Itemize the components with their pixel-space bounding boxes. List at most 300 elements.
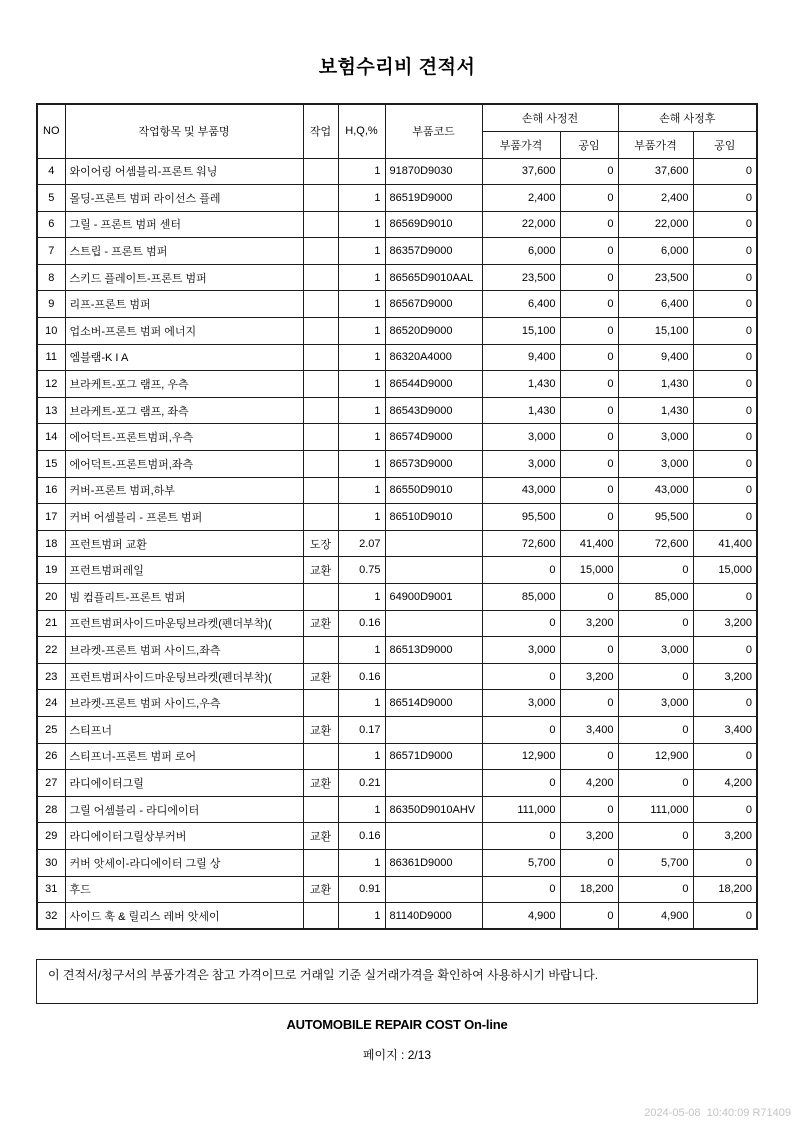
row-part-code: 86350D9010AHV bbox=[385, 796, 482, 823]
row-labor-after: 0 bbox=[693, 903, 757, 930]
row-labor-before: 0 bbox=[560, 903, 618, 930]
row-hq: 1 bbox=[338, 185, 385, 212]
row-part-code: 86565D9010AAL bbox=[385, 264, 482, 291]
brand-line: AUTOMOBILE REPAIR COST On-line bbox=[286, 1017, 508, 1032]
row-hq: 1 bbox=[338, 451, 385, 478]
row-price-before: 6,400 bbox=[482, 291, 560, 318]
row-item-name: 업소버-프론트 범퍼 에너지 bbox=[65, 318, 303, 345]
row-work-type bbox=[303, 185, 338, 212]
table-row bbox=[37, 397, 757, 424]
row-labor-before: 0 bbox=[560, 185, 618, 212]
row-item-name: 프런트범퍼 교환 bbox=[65, 530, 303, 557]
row-price-after: 111,000 bbox=[618, 796, 693, 823]
row-price-before: 0 bbox=[482, 876, 560, 903]
row-item-name: 브라켓-프론트 범퍼 사이드,좌측 bbox=[65, 637, 303, 664]
row-price-after: 72,600 bbox=[618, 530, 693, 557]
table-row bbox=[37, 344, 757, 371]
row-part-code bbox=[385, 557, 482, 584]
row-labor-after: 41,400 bbox=[693, 530, 757, 557]
row-labor-after: 15,000 bbox=[693, 557, 757, 584]
print-timestamp: 2024-05-08 10:40:09 R71409 bbox=[644, 1107, 791, 1119]
header-before-assessment: 손해 사정전 bbox=[482, 104, 618, 131]
row-hq: 0.16 bbox=[338, 823, 385, 850]
row-price-before: 3,000 bbox=[482, 690, 560, 717]
row-part-code: 86574D9000 bbox=[385, 424, 482, 451]
table-row bbox=[37, 584, 757, 611]
row-part-code: 86320A4000 bbox=[385, 344, 482, 371]
row-labor-after: 0 bbox=[693, 158, 757, 185]
row-price-before: 0 bbox=[482, 557, 560, 584]
row-labor-after: 0 bbox=[693, 291, 757, 318]
table-row bbox=[37, 318, 757, 345]
row-hq: 1 bbox=[338, 371, 385, 398]
row-price-before: 12,900 bbox=[482, 743, 560, 770]
row-price-before: 0 bbox=[482, 770, 560, 797]
header-no: NO bbox=[37, 104, 65, 158]
row-part-code: 86550D9010 bbox=[385, 477, 482, 504]
header-hq: H,Q,% bbox=[338, 104, 385, 158]
row-hq: 0.75 bbox=[338, 557, 385, 584]
row-work-type bbox=[303, 158, 338, 185]
row-labor-before: 0 bbox=[560, 371, 618, 398]
row-price-before: 9,400 bbox=[482, 344, 560, 371]
row-price-after: 3,000 bbox=[618, 637, 693, 664]
row-price-after: 3,000 bbox=[618, 690, 693, 717]
row-labor-before: 0 bbox=[560, 318, 618, 345]
header-after-assessment: 손해 사정후 bbox=[618, 104, 757, 131]
row-part-code: 86544D9000 bbox=[385, 371, 482, 398]
row-hq: 1 bbox=[338, 903, 385, 930]
row-work-type bbox=[303, 477, 338, 504]
row-part-code: 81140D9000 bbox=[385, 903, 482, 930]
table-row bbox=[37, 716, 757, 743]
row-price-after: 95,500 bbox=[618, 504, 693, 531]
row-price-after: 3,000 bbox=[618, 424, 693, 451]
row-no: 31 bbox=[37, 876, 65, 903]
row-hq: 0.16 bbox=[338, 663, 385, 690]
row-part-code: 86357D9000 bbox=[385, 238, 482, 265]
row-item-name: 프런트범퍼레일 bbox=[65, 557, 303, 584]
row-price-after: 0 bbox=[618, 770, 693, 797]
estimate-table bbox=[36, 103, 758, 930]
row-labor-before: 0 bbox=[560, 211, 618, 238]
row-labor-after: 0 bbox=[693, 397, 757, 424]
table-row bbox=[37, 185, 757, 212]
row-hq: 1 bbox=[338, 318, 385, 345]
row-no: 29 bbox=[37, 823, 65, 850]
row-labor-after: 0 bbox=[693, 371, 757, 398]
row-hq: 0.16 bbox=[338, 610, 385, 637]
table-row bbox=[37, 770, 757, 797]
row-item-name: 프런트범퍼사이드마운팅브라켓(펜더부착)( bbox=[65, 610, 303, 637]
page-number: 페이지 : 2/13 bbox=[362, 1048, 432, 1062]
row-labor-before: 0 bbox=[560, 477, 618, 504]
table-body bbox=[37, 158, 757, 929]
row-labor-after: 0 bbox=[693, 264, 757, 291]
row-price-before: 2,400 bbox=[482, 185, 560, 212]
row-price-after: 6,400 bbox=[618, 291, 693, 318]
row-price-after: 0 bbox=[618, 610, 693, 637]
row-labor-after: 0 bbox=[693, 344, 757, 371]
row-labor-after: 0 bbox=[693, 637, 757, 664]
row-labor-before: 0 bbox=[560, 264, 618, 291]
row-item-name: 브라켓-프론트 범퍼 사이드,우측 bbox=[65, 690, 303, 717]
row-labor-before: 0 bbox=[560, 238, 618, 265]
row-labor-after: 0 bbox=[693, 796, 757, 823]
row-work-type: 교환 bbox=[303, 770, 338, 797]
row-labor-before: 0 bbox=[560, 344, 618, 371]
row-item-name: 라디에이터그릴 bbox=[65, 770, 303, 797]
row-no: 26 bbox=[37, 743, 65, 770]
row-item-name: 브라케트-포그 램프, 우측 bbox=[65, 371, 303, 398]
row-labor-before: 0 bbox=[560, 849, 618, 876]
row-price-before: 111,000 bbox=[482, 796, 560, 823]
row-work-type bbox=[303, 264, 338, 291]
row-labor-after: 0 bbox=[693, 211, 757, 238]
row-labor-before: 0 bbox=[560, 397, 618, 424]
row-price-after: 1,430 bbox=[618, 371, 693, 398]
row-no: 15 bbox=[37, 451, 65, 478]
table-row bbox=[37, 238, 757, 265]
row-hq: 1 bbox=[338, 477, 385, 504]
row-price-before: 72,600 bbox=[482, 530, 560, 557]
row-part-code: 86514D9000 bbox=[385, 690, 482, 717]
row-labor-before: 0 bbox=[560, 637, 618, 664]
table-header bbox=[37, 104, 757, 158]
row-work-type: 교환 bbox=[303, 663, 338, 690]
row-no: 27 bbox=[37, 770, 65, 797]
row-hq: 1 bbox=[338, 504, 385, 531]
row-item-name: 빔 컴플리트-프론트 범퍼 bbox=[65, 584, 303, 611]
row-hq: 1 bbox=[338, 238, 385, 265]
row-price-after: 0 bbox=[618, 663, 693, 690]
row-labor-after: 0 bbox=[693, 424, 757, 451]
row-item-name: 와이어링 어셈블리-프론트 워닝 bbox=[65, 158, 303, 185]
row-labor-before: 3,200 bbox=[560, 663, 618, 690]
table-row bbox=[37, 690, 757, 717]
row-price-after: 1,430 bbox=[618, 397, 693, 424]
row-work-type bbox=[303, 238, 338, 265]
table-row bbox=[37, 637, 757, 664]
row-labor-after: 0 bbox=[693, 477, 757, 504]
row-hq: 1 bbox=[338, 743, 385, 770]
row-price-before: 0 bbox=[482, 716, 560, 743]
row-part-code: 86361D9000 bbox=[385, 849, 482, 876]
row-labor-before: 15,000 bbox=[560, 557, 618, 584]
row-item-name: 몰딩-프론트 범퍼 라이선스 플레 bbox=[65, 185, 303, 212]
row-hq: 1 bbox=[338, 796, 385, 823]
row-price-before: 15,100 bbox=[482, 318, 560, 345]
header-labor-before: 공임 bbox=[560, 131, 618, 158]
row-price-before: 3,000 bbox=[482, 637, 560, 664]
row-hq: 0.91 bbox=[338, 876, 385, 903]
row-no: 17 bbox=[37, 504, 65, 531]
row-work-type bbox=[303, 637, 338, 664]
row-labor-after: 0 bbox=[693, 504, 757, 531]
row-work-type bbox=[303, 584, 338, 611]
row-part-code: 86543D9000 bbox=[385, 397, 482, 424]
row-hq: 1 bbox=[338, 637, 385, 664]
row-price-before: 23,500 bbox=[482, 264, 560, 291]
row-part-code: 86567D9000 bbox=[385, 291, 482, 318]
row-price-before: 43,000 bbox=[482, 477, 560, 504]
table-row bbox=[37, 557, 757, 584]
row-price-before: 1,430 bbox=[482, 397, 560, 424]
table-row bbox=[37, 903, 757, 930]
row-labor-before: 0 bbox=[560, 584, 618, 611]
row-labor-after: 0 bbox=[693, 451, 757, 478]
row-labor-before: 4,200 bbox=[560, 770, 618, 797]
row-labor-after: 3,200 bbox=[693, 823, 757, 850]
row-price-after: 3,000 bbox=[618, 451, 693, 478]
row-item-name: 스티프너 bbox=[65, 716, 303, 743]
row-work-type bbox=[303, 743, 338, 770]
row-price-after: 22,000 bbox=[618, 211, 693, 238]
row-price-before: 6,000 bbox=[482, 238, 560, 265]
row-hq: 1 bbox=[338, 397, 385, 424]
row-price-before: 5,700 bbox=[482, 849, 560, 876]
row-hq: 1 bbox=[338, 211, 385, 238]
row-no: 12 bbox=[37, 371, 65, 398]
row-price-before: 3,000 bbox=[482, 424, 560, 451]
row-no: 6 bbox=[37, 211, 65, 238]
row-price-after: 6,000 bbox=[618, 238, 693, 265]
row-price-after: 15,100 bbox=[618, 318, 693, 345]
row-no: 10 bbox=[37, 318, 65, 345]
row-hq: 1 bbox=[338, 264, 385, 291]
row-no: 23 bbox=[37, 663, 65, 690]
row-item-name: 에어덕트-프론트범퍼,좌측 bbox=[65, 451, 303, 478]
row-work-type bbox=[303, 849, 338, 876]
row-work-type: 도장 bbox=[303, 530, 338, 557]
row-item-name: 브라케트-포그 램프, 좌측 bbox=[65, 397, 303, 424]
row-item-name: 그릴 어셈블리 - 라디에이터 bbox=[65, 796, 303, 823]
row-part-code: 86573D9000 bbox=[385, 451, 482, 478]
row-part-code: 86513D9000 bbox=[385, 637, 482, 664]
row-labor-before: 0 bbox=[560, 291, 618, 318]
row-hq: 1 bbox=[338, 158, 385, 185]
row-item-name: 스트립 - 프론트 범퍼 bbox=[65, 238, 303, 265]
row-price-before: 4,900 bbox=[482, 903, 560, 930]
row-part-code: 86520D9000 bbox=[385, 318, 482, 345]
table-row bbox=[37, 849, 757, 876]
row-price-after: 43,000 bbox=[618, 477, 693, 504]
row-no: 16 bbox=[37, 477, 65, 504]
table-row bbox=[37, 451, 757, 478]
document-title: 보험수리비 견적서 bbox=[318, 57, 476, 78]
row-part-code bbox=[385, 663, 482, 690]
row-labor-before: 3,200 bbox=[560, 823, 618, 850]
row-work-type bbox=[303, 211, 338, 238]
row-item-name: 커버 어셈블리 - 프론트 범퍼 bbox=[65, 504, 303, 531]
row-labor-before: 0 bbox=[560, 158, 618, 185]
row-item-name: 그릴 - 프론트 범퍼 센터 bbox=[65, 211, 303, 238]
row-price-after: 2,400 bbox=[618, 185, 693, 212]
table-row bbox=[37, 477, 757, 504]
row-hq: 1 bbox=[338, 584, 385, 611]
row-item-name: 스티프너-프론트 범퍼 로어 bbox=[65, 743, 303, 770]
table-row bbox=[37, 424, 757, 451]
row-no: 4 bbox=[37, 158, 65, 185]
row-part-code bbox=[385, 876, 482, 903]
header-part-price-after: 부품가격 bbox=[618, 131, 693, 158]
row-labor-after: 3,200 bbox=[693, 663, 757, 690]
row-labor-after: 0 bbox=[693, 318, 757, 345]
table-row bbox=[37, 530, 757, 557]
row-price-after: 0 bbox=[618, 876, 693, 903]
row-no: 28 bbox=[37, 796, 65, 823]
row-labor-before: 41,400 bbox=[560, 530, 618, 557]
row-labor-after: 0 bbox=[693, 743, 757, 770]
row-price-after: 85,000 bbox=[618, 584, 693, 611]
row-no: 24 bbox=[37, 690, 65, 717]
row-part-code: 91870D9030 bbox=[385, 158, 482, 185]
row-item-name: 리프-프론트 범퍼 bbox=[65, 291, 303, 318]
row-item-name: 후드 bbox=[65, 876, 303, 903]
row-no: 32 bbox=[37, 903, 65, 930]
row-labor-after: 3,400 bbox=[693, 716, 757, 743]
row-hq: 0.17 bbox=[338, 716, 385, 743]
row-no: 14 bbox=[37, 424, 65, 451]
row-work-type bbox=[303, 903, 338, 930]
row-hq: 0.21 bbox=[338, 770, 385, 797]
row-no: 11 bbox=[37, 344, 65, 371]
row-item-name: 라디에이터그릴상부커버 bbox=[65, 823, 303, 850]
row-labor-before: 0 bbox=[560, 504, 618, 531]
row-item-name: 엠블램-K I A bbox=[65, 344, 303, 371]
row-labor-before: 3,400 bbox=[560, 716, 618, 743]
row-work-type bbox=[303, 796, 338, 823]
row-labor-after: 3,200 bbox=[693, 610, 757, 637]
row-part-code bbox=[385, 530, 482, 557]
row-work-type bbox=[303, 504, 338, 531]
row-price-before: 22,000 bbox=[482, 211, 560, 238]
row-labor-before: 0 bbox=[560, 424, 618, 451]
row-item-name: 프런트범퍼사이드마운팅브라켓(펜더부착)( bbox=[65, 663, 303, 690]
row-labor-after: 0 bbox=[693, 849, 757, 876]
row-labor-before: 0 bbox=[560, 690, 618, 717]
row-work-type: 교환 bbox=[303, 610, 338, 637]
row-part-code bbox=[385, 823, 482, 850]
header-item-name: 작업항목 및 부품명 bbox=[65, 104, 303, 158]
row-price-after: 12,900 bbox=[618, 743, 693, 770]
row-work-type bbox=[303, 690, 338, 717]
header-part-code: 부품코드 bbox=[385, 104, 482, 158]
row-price-before: 1,430 bbox=[482, 371, 560, 398]
row-work-type: 교환 bbox=[303, 557, 338, 584]
row-no: 13 bbox=[37, 397, 65, 424]
row-price-after: 4,900 bbox=[618, 903, 693, 930]
row-no: 9 bbox=[37, 291, 65, 318]
row-part-code bbox=[385, 610, 482, 637]
row-price-before: 0 bbox=[482, 663, 560, 690]
row-labor-after: 0 bbox=[693, 584, 757, 611]
row-no: 25 bbox=[37, 716, 65, 743]
row-price-after: 0 bbox=[618, 557, 693, 584]
row-work-type bbox=[303, 397, 338, 424]
row-no: 30 bbox=[37, 849, 65, 876]
table-row bbox=[37, 371, 757, 398]
notice-text: 이 견적서/청구서의 부품가격은 참고 가격이므로 거래일 기준 실거래가격을 확인하여 사용하시기 바랍니다. bbox=[48, 968, 599, 982]
row-item-name: 사이드 훅 & 릴리스 레버 앗세이 bbox=[65, 903, 303, 930]
row-no: 19 bbox=[37, 557, 65, 584]
row-work-type: 교환 bbox=[303, 823, 338, 850]
row-no: 7 bbox=[37, 238, 65, 265]
row-hq: 1 bbox=[338, 424, 385, 451]
row-item-name: 커버 앗세이-라디에이터 그릴 상 bbox=[65, 849, 303, 876]
row-no: 21 bbox=[37, 610, 65, 637]
row-no: 8 bbox=[37, 264, 65, 291]
row-item-name: 스키드 플레이트-프론트 범퍼 bbox=[65, 264, 303, 291]
row-labor-before: 0 bbox=[560, 796, 618, 823]
header-work-type: 작업 bbox=[303, 104, 338, 158]
row-price-after: 5,700 bbox=[618, 849, 693, 876]
row-part-code bbox=[385, 770, 482, 797]
row-work-type bbox=[303, 371, 338, 398]
table-row bbox=[37, 876, 757, 903]
table-row bbox=[37, 610, 757, 637]
row-work-type bbox=[303, 451, 338, 478]
row-work-type bbox=[303, 424, 338, 451]
row-labor-before: 0 bbox=[560, 743, 618, 770]
row-part-code: 86510D9010 bbox=[385, 504, 482, 531]
table-row bbox=[37, 743, 757, 770]
table-row bbox=[37, 504, 757, 531]
header-part-price-before: 부품가격 bbox=[482, 131, 560, 158]
row-price-before: 0 bbox=[482, 610, 560, 637]
row-item-name: 에어덕트-프론트범퍼,우측 bbox=[65, 424, 303, 451]
row-work-type bbox=[303, 344, 338, 371]
row-hq: 1 bbox=[338, 849, 385, 876]
table-row bbox=[37, 796, 757, 823]
row-price-after: 9,400 bbox=[618, 344, 693, 371]
row-labor-after: 0 bbox=[693, 238, 757, 265]
row-price-after: 0 bbox=[618, 716, 693, 743]
row-no: 5 bbox=[37, 185, 65, 212]
row-work-type: 교환 bbox=[303, 716, 338, 743]
row-hq: 1 bbox=[338, 690, 385, 717]
row-price-before: 95,500 bbox=[482, 504, 560, 531]
row-hq: 2.07 bbox=[338, 530, 385, 557]
row-labor-after: 4,200 bbox=[693, 770, 757, 797]
notice-box bbox=[36, 959, 758, 1004]
row-price-after: 37,600 bbox=[618, 158, 693, 185]
row-labor-before: 18,200 bbox=[560, 876, 618, 903]
row-hq: 1 bbox=[338, 344, 385, 371]
row-labor-before: 0 bbox=[560, 451, 618, 478]
table-row bbox=[37, 211, 757, 238]
table-row bbox=[37, 823, 757, 850]
row-labor-after: 0 bbox=[693, 185, 757, 212]
row-price-before: 37,600 bbox=[482, 158, 560, 185]
row-price-before: 3,000 bbox=[482, 451, 560, 478]
row-no: 18 bbox=[37, 530, 65, 557]
row-no: 20 bbox=[37, 584, 65, 611]
table-row bbox=[37, 663, 757, 690]
row-hq: 1 bbox=[338, 291, 385, 318]
header-labor-after: 공임 bbox=[693, 131, 757, 158]
table-row bbox=[37, 291, 757, 318]
row-price-before: 0 bbox=[482, 823, 560, 850]
table-row bbox=[37, 264, 757, 291]
row-labor-after: 0 bbox=[693, 690, 757, 717]
row-part-code: 86571D9000 bbox=[385, 743, 482, 770]
row-price-before: 85,000 bbox=[482, 584, 560, 611]
row-part-code: 86569D9010 bbox=[385, 211, 482, 238]
table-row bbox=[37, 158, 757, 185]
row-part-code bbox=[385, 716, 482, 743]
row-part-code: 64900D9001 bbox=[385, 584, 482, 611]
